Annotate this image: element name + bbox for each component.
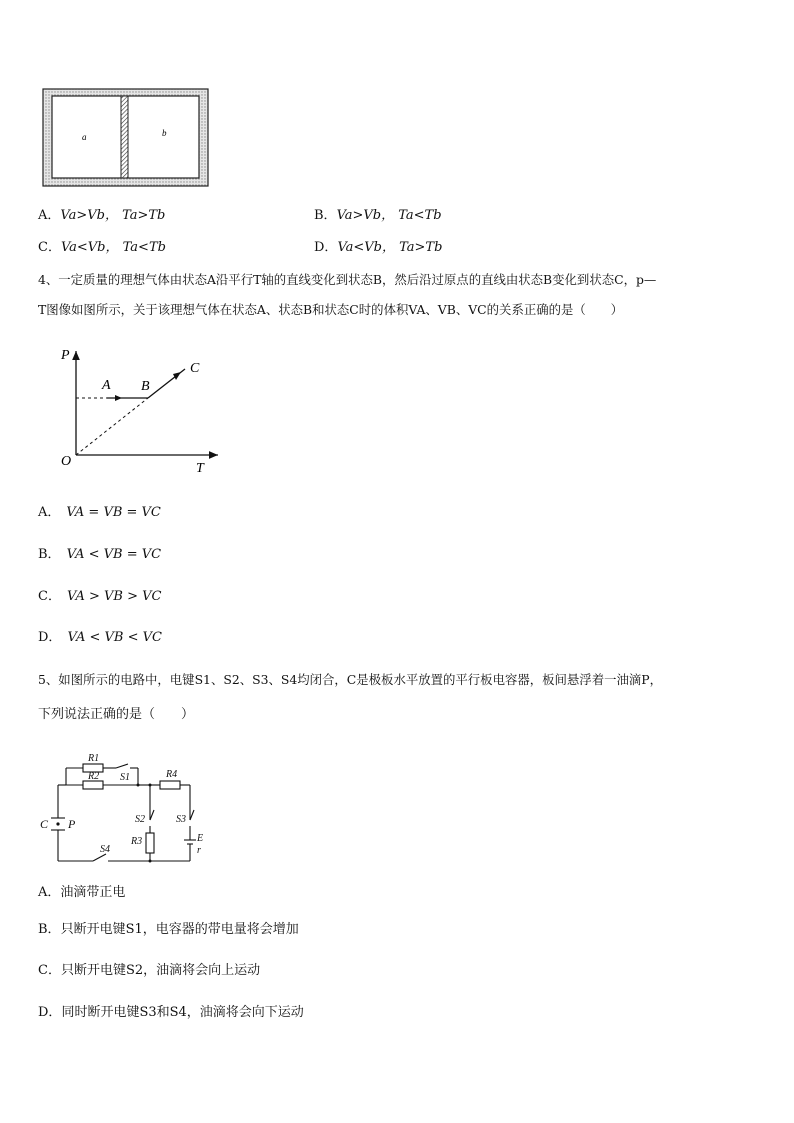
q4-option-a[interactable]: A． VA = VB = VC — [38, 505, 161, 520]
q3-option-c[interactable]: C．Va<Vb， Ta<Tb — [38, 240, 166, 255]
q4-stem-line1: 4、一定质量的理想气体由状态A沿平行T轴的直线变化到状态B，然后沿过原点的直线由状态B变化到状态C，p— — [38, 272, 657, 287]
q4-option-c-text: VA > VB > VC — [66, 589, 162, 604]
c-label: C — [40, 817, 49, 831]
axis-t-label: T — [196, 461, 204, 475]
r3-label: R3 — [131, 836, 143, 847]
p-label: P — [68, 817, 76, 831]
state-a-label: A — [102, 378, 111, 393]
q4-stem-line2: T图像如图所示，关于该理想气体在状态A、状态B和状态C时的体积VA、VB、VC的关系正确的是（ ） — [38, 302, 623, 317]
q5-option-a-text: 油滴带正电 — [60, 885, 126, 900]
r4-label: R4 — [166, 769, 178, 780]
q4-option-d-text: VA < VB < VC — [67, 630, 162, 645]
r1-label: R1 — [88, 753, 100, 764]
e-label: E — [197, 833, 204, 844]
q3-option-a-text: Va>Vb， Ta>Tb — [60, 208, 166, 223]
circuit-diagram — [38, 748, 218, 868]
pt-graph — [55, 345, 225, 475]
q5-option-b[interactable]: B．只断开电键S1，电容器的带电量将会增加 — [38, 922, 299, 937]
q5-option-c[interactable]: C．只断开电键S2，油滴将会向上运动 — [38, 963, 261, 978]
q3-option-b-text: Va>Vb， Ta<Tb — [336, 208, 442, 223]
q4-option-c[interactable]: C． VA > VB > VC — [38, 589, 162, 604]
chamber-b-label: b — [162, 128, 167, 138]
s4-label: S4 — [100, 844, 110, 855]
axis-p-label: P — [61, 348, 70, 363]
q5-option-a[interactable]: A．油滴带正电 — [38, 885, 126, 900]
s1-label: S1 — [120, 772, 130, 783]
q5-stem-line1: 5、如图所示的电路中，电键S1、S2、S3、S4均闭合，C是极板水平放置的平行板电容器，板间悬浮着一油滴P， — [38, 672, 662, 687]
q4-option-b[interactable]: B． VA < VB = VC — [38, 547, 162, 562]
r2-label: R2 — [88, 771, 100, 782]
q5-option-d-text: 同时断开电键S3和S4，油滴将会向下运动 — [61, 1005, 304, 1020]
q5-option-d[interactable]: D．同时断开电键S3和S4，油滴将会向下运动 — [38, 1005, 304, 1020]
s3-label: S3 — [176, 814, 186, 825]
s2-label: S2 — [135, 814, 145, 825]
q4-option-a-text: VA = VB = VC — [66, 505, 161, 520]
q3-option-d[interactable]: D．Va<Vb， Ta>Tb — [314, 240, 443, 255]
q3-option-d-text: Va<Vb， Ta>Tb — [337, 240, 443, 255]
q3-option-c-text: Va<Vb， Ta<Tb — [60, 240, 166, 255]
q5-option-c-text: 只断开电键S2，油滴将会向上运动 — [60, 963, 261, 978]
q3-option-b[interactable]: B．Va>Vb， Ta<Tb — [314, 208, 442, 223]
q5-stem-line2: 下列说法正确的是（ ） — [38, 707, 195, 722]
chamber-a-label: a — [82, 132, 87, 142]
state-b-label: B — [141, 379, 150, 394]
q4-option-d[interactable]: D． VA < VB < VC — [38, 630, 162, 645]
q4-option-b-text: VA < VB = VC — [66, 547, 162, 562]
q3-option-a[interactable]: A．Va>Vb， Ta>Tb — [38, 208, 166, 223]
r-label: r — [197, 845, 201, 856]
container-figure — [42, 88, 210, 188]
q5-option-b-text: 只断开电键S1，电容器的带电量将会增加 — [60, 922, 299, 937]
origin-label: O — [61, 454, 72, 469]
state-c-label: C — [190, 361, 200, 376]
